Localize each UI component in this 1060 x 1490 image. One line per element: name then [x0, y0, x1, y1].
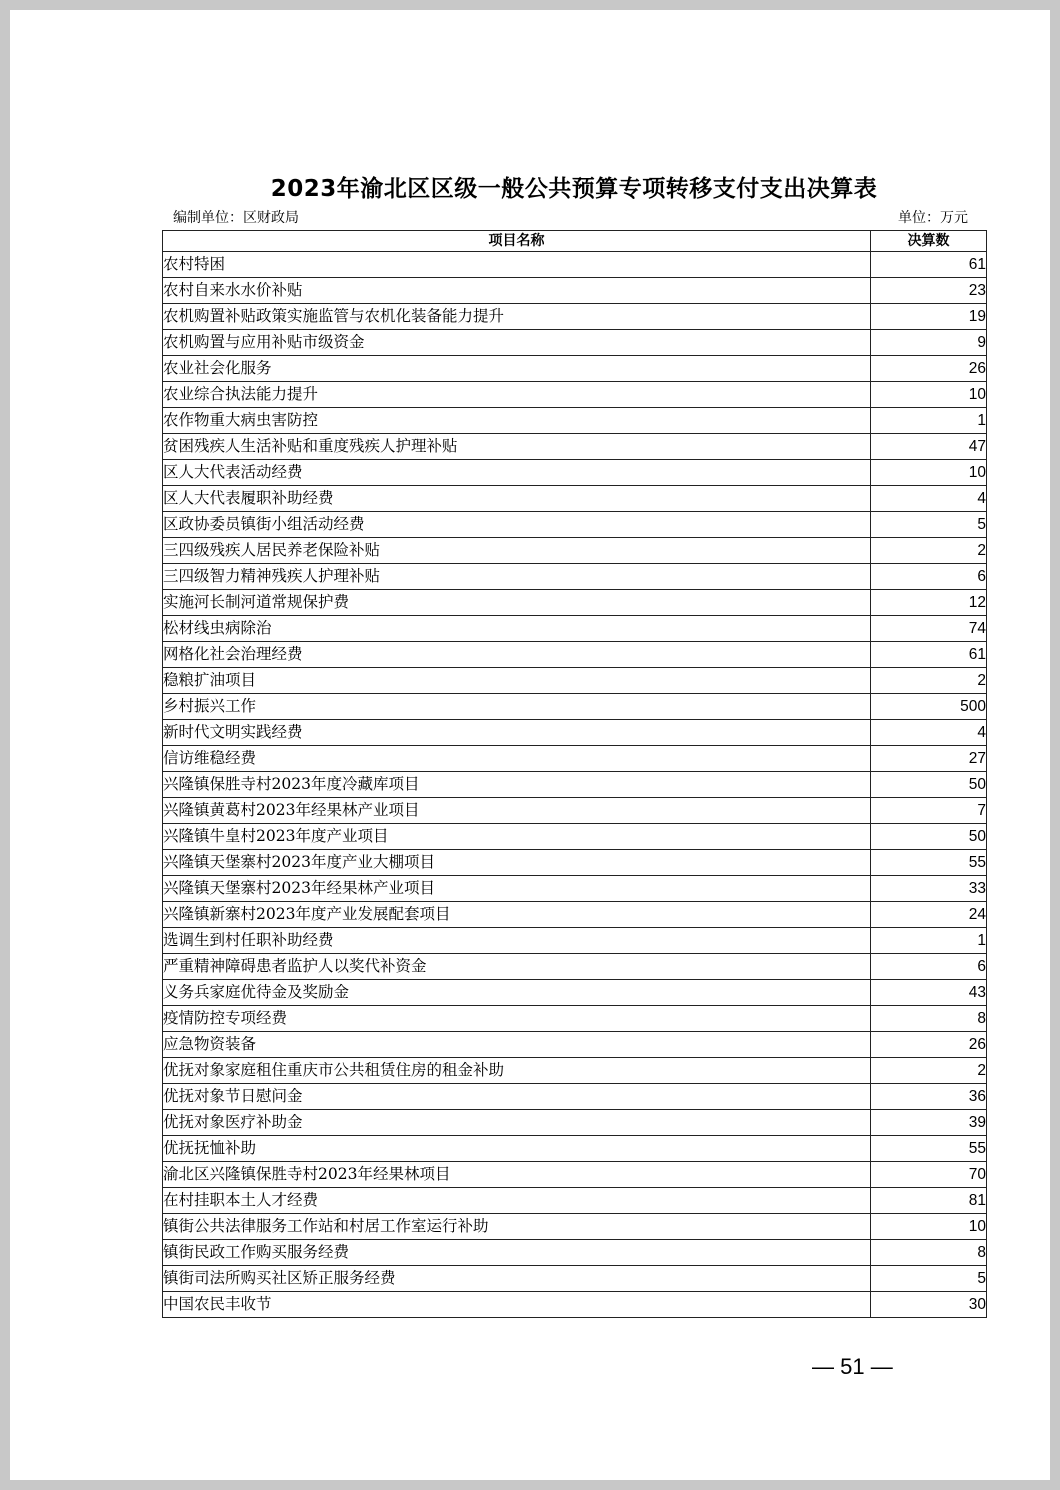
table-row [163, 1162, 987, 1188]
item-name-cell: 优抚抚恤补助 [163, 1136, 871, 1162]
item-name-cell: 兴隆镇天堡寨村2023年经果林产业项目 [163, 876, 871, 902]
item-amount-cell: 10 [871, 1214, 987, 1240]
item-name-cell: 选调生到村任职补助经费 [163, 928, 871, 954]
table-row [163, 1266, 987, 1292]
table-row [163, 876, 987, 902]
item-name-cell: 农作物重大病虫害防控 [163, 408, 871, 434]
item-amount-cell: 81 [871, 1188, 987, 1214]
item-amount-cell: 5 [871, 512, 987, 538]
table-row [163, 512, 987, 538]
item-name-cell: 应急物资装备 [163, 1032, 871, 1058]
item-name-cell: 贫困残疾人生活补贴和重度残疾人护理补贴 [163, 434, 871, 460]
table-row [163, 928, 987, 954]
item-amount-cell: 61 [871, 642, 987, 668]
item-name-cell: 镇街公共法律服务工作站和村居工作室运行补助 [163, 1214, 871, 1240]
page-number: — 51 — [812, 1354, 893, 1379]
item-amount-cell: 10 [871, 460, 987, 486]
table-row [163, 954, 987, 980]
table-row [163, 356, 987, 382]
item-name-cell: 三四级残疾人居民养老保险补贴 [163, 538, 871, 564]
item-name-cell: 新时代文明实践经费 [163, 720, 871, 746]
table-row [163, 1110, 987, 1136]
item-amount-cell: 26 [871, 356, 987, 382]
budget-table [162, 230, 987, 1318]
item-amount-cell: 26 [871, 1032, 987, 1058]
table-row [163, 1240, 987, 1266]
table-row [163, 304, 987, 330]
table-row [163, 824, 987, 850]
item-amount-cell: 1 [871, 408, 987, 434]
table-row [163, 642, 987, 668]
item-name-cell: 严重精神障碍患者监护人以奖代补资金 [163, 954, 871, 980]
item-name-cell: 区人大代表活动经费 [163, 460, 871, 486]
table-row [163, 330, 987, 356]
item-amount-cell: 47 [871, 434, 987, 460]
unit-label: 单位：万元 [898, 210, 968, 226]
item-amount-cell: 36 [871, 1084, 987, 1110]
item-amount-cell: 70 [871, 1162, 987, 1188]
item-amount-cell: 2 [871, 538, 987, 564]
table-row [163, 434, 987, 460]
item-name-cell: 实施河长制河道常规保护费 [163, 590, 871, 616]
item-name-cell: 区政协委员镇街小组活动经费 [163, 512, 871, 538]
item-name-cell: 网格化社会治理经费 [163, 642, 871, 668]
item-amount-cell: 50 [871, 824, 987, 850]
table-row [163, 850, 987, 876]
item-amount-cell: 55 [871, 850, 987, 876]
item-name-cell: 农机购置与应用补贴市级资金 [163, 330, 871, 356]
item-amount-cell: 1 [871, 928, 987, 954]
table-row [163, 382, 987, 408]
table-row [163, 694, 987, 720]
item-amount-cell: 10 [871, 382, 987, 408]
table-row [163, 252, 987, 278]
item-amount-cell: 19 [871, 304, 987, 330]
item-amount-cell: 61 [871, 252, 987, 278]
table-row [163, 1084, 987, 1110]
item-name-cell: 农村自来水水价补贴 [163, 278, 871, 304]
item-amount-cell: 12 [871, 590, 987, 616]
table-row [163, 902, 987, 928]
table-row [163, 278, 987, 304]
item-name-cell: 兴隆镇保胜寺村2023年度冷藏库项目 [163, 772, 871, 798]
table-row [163, 980, 987, 1006]
item-name-cell: 镇街司法所购买社区矫正服务经费 [163, 1266, 871, 1292]
table-row [163, 720, 987, 746]
column-header-amount: 决算数 [871, 231, 987, 252]
item-name-cell: 信访维稳经费 [163, 746, 871, 772]
table-row [163, 746, 987, 772]
item-amount-cell: 23 [871, 278, 987, 304]
item-name-cell: 松材线虫病除治 [163, 616, 871, 642]
item-name-cell: 镇街民政工作购买服务经费 [163, 1240, 871, 1266]
table-row [163, 772, 987, 798]
item-name-cell: 区人大代表履职补助经费 [163, 486, 871, 512]
table-row [163, 564, 987, 590]
item-amount-cell: 7 [871, 798, 987, 824]
item-name-cell: 兴隆镇牛皇村2023年度产业项目 [163, 824, 871, 850]
item-name-cell: 农机购置补贴政策实施监管与农机化装备能力提升 [163, 304, 871, 330]
item-name-cell: 疫情防控专项经费 [163, 1006, 871, 1032]
table-row [163, 616, 987, 642]
table-header-row [163, 231, 987, 252]
table-row [163, 408, 987, 434]
item-amount-cell: 24 [871, 902, 987, 928]
item-amount-cell: 6 [871, 954, 987, 980]
item-name-cell: 兴隆镇新寨村2023年度产业发展配套项目 [163, 902, 871, 928]
table-row [163, 1136, 987, 1162]
table-row [163, 1188, 987, 1214]
item-amount-cell: 43 [871, 980, 987, 1006]
table-row [163, 1214, 987, 1240]
item-amount-cell: 74 [871, 616, 987, 642]
table-row [163, 460, 987, 486]
item-amount-cell: 6 [871, 564, 987, 590]
item-amount-cell: 33 [871, 876, 987, 902]
compiler-label: 编制单位：区财政局 [173, 210, 299, 226]
item-amount-cell: 5 [871, 1266, 987, 1292]
item-name-cell: 农业综合执法能力提升 [163, 382, 871, 408]
item-amount-cell: 50 [871, 772, 987, 798]
item-name-cell: 优抚对象医疗补助金 [163, 1110, 871, 1136]
item-name-cell: 稳粮扩油项目 [163, 668, 871, 694]
table-row [163, 668, 987, 694]
item-name-cell: 优抚对象节日慰问金 [163, 1084, 871, 1110]
item-name-cell: 义务兵家庭优待金及奖励金 [163, 980, 871, 1006]
item-amount-cell: 39 [871, 1110, 987, 1136]
item-name-cell: 三四级智力精神残疾人护理补贴 [163, 564, 871, 590]
table-row [163, 798, 987, 824]
item-name-cell: 乡村振兴工作 [163, 694, 871, 720]
item-amount-cell: 8 [871, 1240, 987, 1266]
item-name-cell: 农业社会化服务 [163, 356, 871, 382]
page-title: 2023年渝北区区级一般公共预算专项转移支付支出决算表 [270, 176, 878, 202]
item-name-cell: 中国农民丰收节 [163, 1292, 871, 1318]
table-row [163, 1006, 987, 1032]
item-amount-cell: 55 [871, 1136, 987, 1162]
table-body [163, 252, 987, 1318]
item-name-cell: 兴隆镇天堡寨村2023年度产业大棚项目 [163, 850, 871, 876]
item-amount-cell: 9 [871, 330, 987, 356]
table-row [163, 590, 987, 616]
column-header-name: 项目名称 [163, 231, 871, 252]
item-amount-cell: 500 [871, 694, 987, 720]
item-name-cell: 渝北区兴隆镇保胜寺村2023年经果林项目 [163, 1162, 871, 1188]
item-amount-cell: 4 [871, 720, 987, 746]
item-amount-cell: 4 [871, 486, 987, 512]
item-name-cell: 兴隆镇黄葛村2023年经果林产业项目 [163, 798, 871, 824]
table-row [163, 486, 987, 512]
item-amount-cell: 2 [871, 668, 987, 694]
table-row [163, 1058, 987, 1084]
table-row [163, 1032, 987, 1058]
table-row [163, 538, 987, 564]
item-name-cell: 农村特困 [163, 252, 871, 278]
item-amount-cell: 2 [871, 1058, 987, 1084]
item-amount-cell: 30 [871, 1292, 987, 1318]
item-name-cell: 优抚对象家庭租住重庆市公共租赁住房的租金补助 [163, 1058, 871, 1084]
item-amount-cell: 27 [871, 746, 987, 772]
item-name-cell: 在村挂职本土人才经费 [163, 1188, 871, 1214]
item-amount-cell: 8 [871, 1006, 987, 1032]
table-row [163, 1292, 987, 1318]
